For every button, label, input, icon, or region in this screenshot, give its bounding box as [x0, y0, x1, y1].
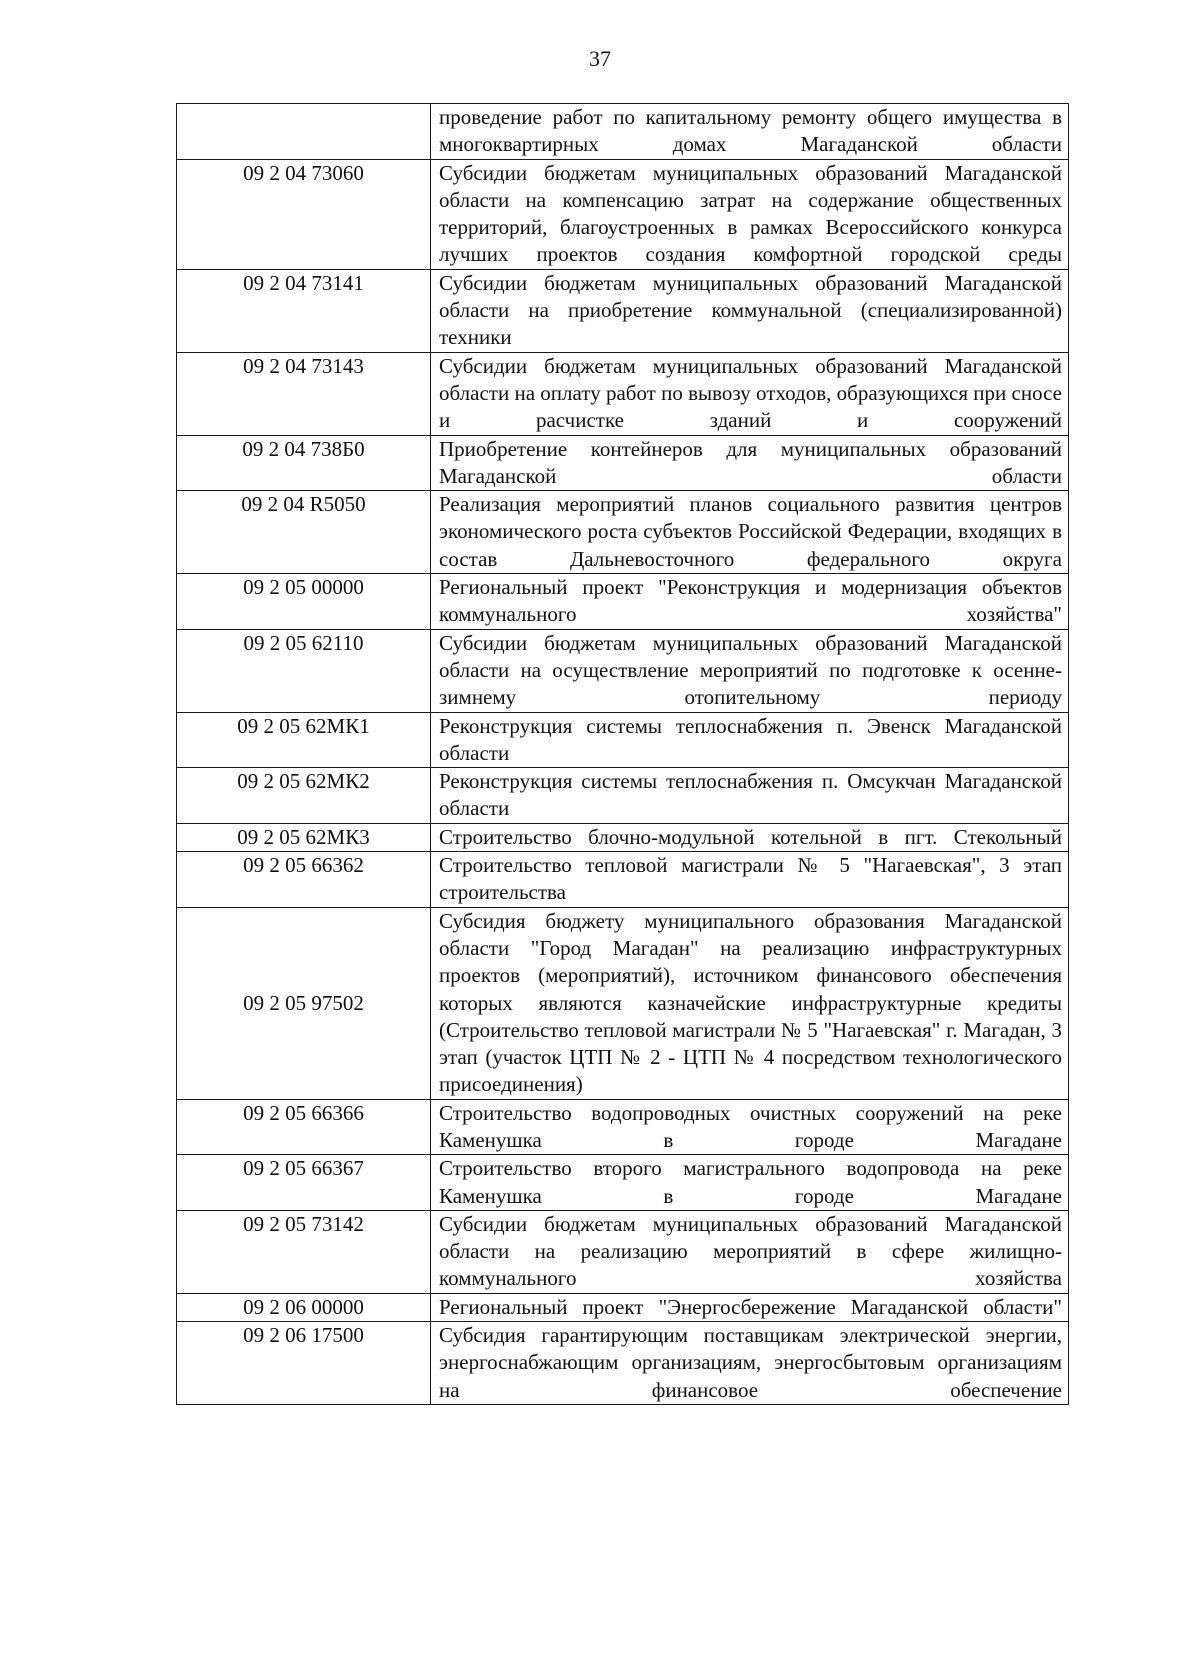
description-cell: Субсидии бюджетам муниципальных образований Магаданской области на реализацию мероприятий в сфере жилищно-коммунального хозяйства: [431, 1210, 1069, 1293]
code-cell: 09 2 05 66362: [177, 852, 431, 908]
code-cell: 09 2 06 00000: [177, 1293, 431, 1321]
table-row: [177, 104, 1069, 160]
code-cell: 09 2 04 73141: [177, 269, 431, 352]
description-cell: Приобретение контейнеров для муниципальных образований Магаданской области: [431, 435, 1069, 491]
table-row: [177, 852, 1069, 908]
code-cell: 09 2 04 R5050: [177, 491, 431, 574]
table-row: [177, 574, 1069, 630]
description-cell: Субсидии бюджетам муниципальных образований Магаданской области на приобретение коммунальной (специализированной) техники: [431, 269, 1069, 352]
description-cell: Строительство тепловой магистрали № 5 "Нагаевская", 3 этап строительства: [431, 852, 1069, 908]
table-row: [177, 269, 1069, 352]
code-cell: 09 2 05 66366: [177, 1099, 431, 1155]
table-row: [177, 491, 1069, 574]
description-cell: Региональный проект "Энергосбережение Магаданской области": [431, 1293, 1069, 1321]
description-cell: Субсидия бюджету муниципального образования Магаданской области "Город Магадан" на реализацию инфраструктурных проектов (мероприятий), источником финансового обеспечения которых являются казначейские инфраструктурные кредиты (Строительство тепловой магистрали № 5 "Нагаевская" г. Магадан, 3 этап (участок ЦТП № 2 - ЦТП № 4 посредством технологического присоединения): [431, 907, 1069, 1099]
code-cell: 09 2 05 62МК1: [177, 712, 431, 768]
code-cell: 09 2 06 17500: [177, 1322, 431, 1405]
code-cell: 09 2 05 66367: [177, 1155, 431, 1211]
description-cell: Строительство водопроводных очистных сооружений на реке Каменушка в городе Магадане: [431, 1099, 1069, 1155]
code-cell: 09 2 05 00000: [177, 574, 431, 630]
description-cell: Строительство блочно-модульной котельной в пгт. Стекольный: [431, 823, 1069, 851]
code-cell: 09 2 05 62110: [177, 629, 431, 712]
table-row: [177, 1322, 1069, 1405]
code-cell: 09 2 05 62МК2: [177, 768, 431, 824]
table-row: [177, 352, 1069, 435]
code-cell: 09 2 04 73143: [177, 352, 431, 435]
table-row: [177, 1155, 1069, 1211]
page-number: 37: [589, 46, 611, 71]
table-row: [177, 823, 1069, 851]
description-cell: Субсидия гарантирующим поставщикам электрической энергии, энергоснабжающим организациям, энергосбытовым организациям на финансовое обеспечение: [431, 1322, 1069, 1405]
code-cell: 09 2 05 97502: [177, 907, 431, 1099]
description-cell: Региональный проект "Реконструкция и модернизация объектов коммунального хозяйства": [431, 574, 1069, 630]
table-row: [177, 768, 1069, 824]
description-cell: Реконструкция системы теплоснабжения п. Омсукчан Магаданской области: [431, 768, 1069, 824]
table-row: [177, 712, 1069, 768]
table-row: [177, 629, 1069, 712]
code-cell: [177, 104, 431, 160]
table-row: [177, 1099, 1069, 1155]
table-row: [177, 1210, 1069, 1293]
table-row: [177, 435, 1069, 491]
description-cell: Реконструкция системы теплоснабжения п. Эвенск Магаданской области: [431, 712, 1069, 768]
code-cell: 09 2 05 62МК3: [177, 823, 431, 851]
description-cell: Субсидии бюджетам муниципальных образований Магаданской области на осуществление мероприятий по подготовке к осенне-зимнему отопительному периоду: [431, 629, 1069, 712]
description-cell: Субсидии бюджетам муниципальных образований Магаданской области на оплату работ по вывозу отходов, образующихся при сносе и расчистке зданий и сооружений: [431, 352, 1069, 435]
code-cell: 09 2 04 73060: [177, 159, 431, 269]
description-cell: проведение работ по капитальному ремонту общего имущества в многоквартирных домах Магаданской области: [431, 104, 1069, 160]
description-cell: Субсидии бюджетам муниципальных образований Магаданской области на компенсацию затрат на содержание общественных территорий, благоустроенных в рамках Всероссийского конкурса лучших проектов создания комфортной городской среды: [431, 159, 1069, 269]
budget-classification-table: [176, 103, 1069, 1405]
table-row: [177, 159, 1069, 269]
table-row: [177, 1293, 1069, 1321]
code-cell: 09 2 04 738Б0: [177, 435, 431, 491]
description-cell: Строительство второго магистрального водопровода на реке Каменушка в городе Магадане: [431, 1155, 1069, 1211]
description-cell: Реализация мероприятий планов социального развития центров экономического роста субъектов Российской Федерации, входящих в состав Дальневосточного федерального округа: [431, 491, 1069, 574]
table-row: [177, 907, 1069, 1099]
code-cell: 09 2 05 73142: [177, 1210, 431, 1293]
